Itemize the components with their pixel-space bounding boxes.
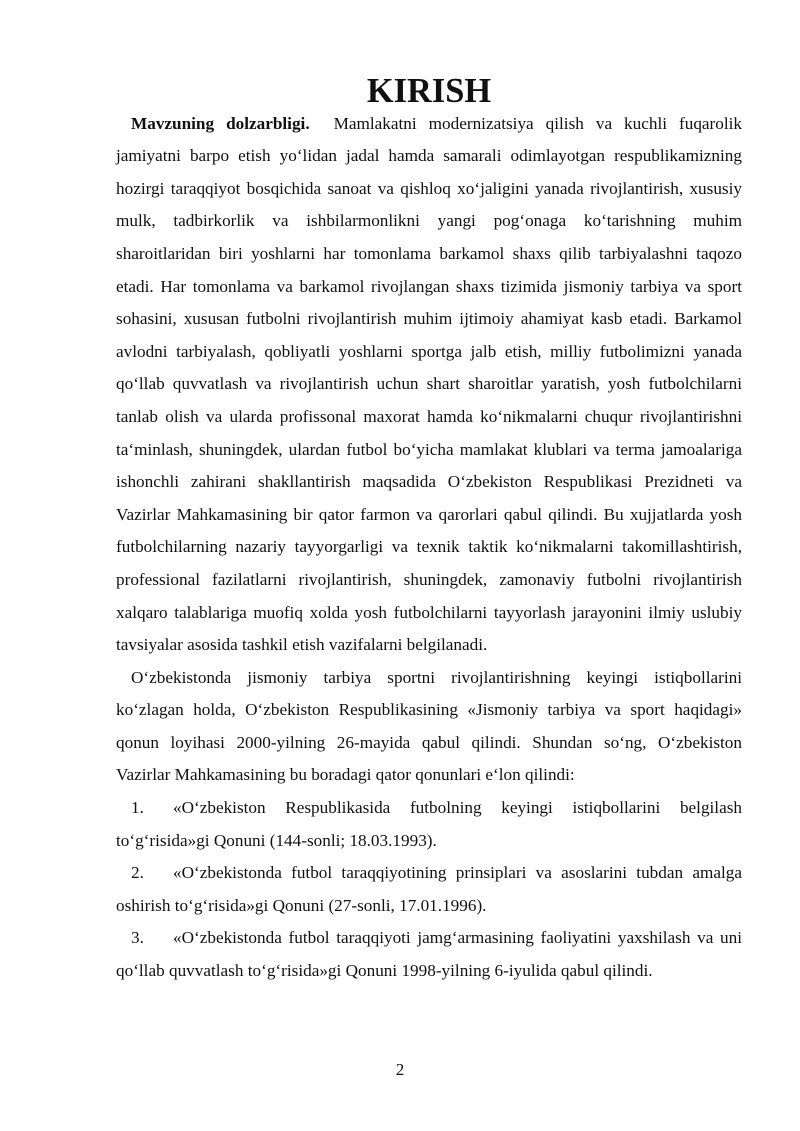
paragraph-relevance xyxy=(116,108,742,662)
list-item xyxy=(116,922,742,987)
list-item-number: 3. xyxy=(131,928,144,948)
list-item xyxy=(116,857,742,922)
paragraph-lead: Mavzuning dolzarbligi. xyxy=(131,113,310,133)
list-item-number: 2. xyxy=(131,863,144,883)
document-title: KIRISH xyxy=(366,72,492,110)
paragraph-text: Mamlakatni modernizatsiya qilish va kuchli fuqarolik jamiyatni barpo etish yo‘lidan jadal hamda samarali odimlayotgan respublikamizning hozirgi taraqqiyot bosqichida sanoat va qishloq xo‘jaligini yanada rivojlantirish, xususiy mulk, tadbirkorlik va ishbilarmonlikni yangi pog‘onaga ko‘tarishning muhim sharoitlaridan biri yoshlarni har tomonlama barkamol shaxs qilib tarbiyalashni taqozo etadi. Har tomonlama va barkamol rivojlangan shaxs tizimida jismoniy tarbiya va sport sohasini, xususan futbolni rivojlantirish muhim ijtimoiy ahamiyat kasb etadi. Barkamol avlodni tarbiyalash, qobliyatli yoshlarni sportga jalb etish, milliy futbolimizni yanada qo‘llab quvvatlash va rivojlantirish uchun shart sharoitlar yaratish, yosh futbolchilarni tanlab olish va ularda profissonal maxorat hamda ko‘nikmalarni chuqur rivojlantirishni ta‘minlash, shuningdek, ulardan futbol bo‘yicha mamlakat klublari va terma jamoalariga ishonchli zahirani shakllantirish maqsadida O‘zbekiston Respublikasi Prezidneti va Vazirlar Mahkamasining bir qator farmon va qarorlari qabul qilindi. Bu xujjatlarda yosh futbolchilarning nazariy tayyorgarligi va texnik taktik ko‘nikmalarni takomillashtirish, professional fazilatlarni rivojlantirish, shuningdek, zamonaviy futbolni rivojlantirish xalqaro talablariga muofiq xolda yosh futbolchilarni tayyorlash jarayonini ilmiy uslubiy tavsiyalar asosida tashkil etish vazifalarni belgilanadi. xyxy=(116,113,743,655)
page-number: 2 xyxy=(395,1060,405,1079)
document-page xyxy=(116,72,743,988)
list-item-text: «O‘zbekistonda futbol taraqqiyoti jamg‘armasining faoliyatini yaxshilash va uni qo‘llab quvvatlash to‘g‘risida»gi Qonuni 1998-yilning 6-iyulida qabul qilindi. xyxy=(116,928,742,981)
paragraph-laws-intro: O‘zbekistonda jismoniy tarbiya sportni rivojlantirishning keyingi istiqbollarini ko‘zlagan holda, O‘zbekiston Respublikasining «Jismoniy tarbiya va sport haqidagi» qonun loyihasi 2000-yilning 26-mayida qabul qilindi. Shundan so‘ng, O‘zbekiston Vazirlar Mahkamasining bu boradagi qator qonunlari e‘lon qilindi: xyxy=(116,667,742,785)
list-item-text: «O‘zbekistonda futbol taraqqiyotining prinsiplari va asoslarini tubdan amalga oshirish to‘g‘risida»gi Qonuni (27-sonli, 17.01.1996). xyxy=(116,863,742,915)
list-item xyxy=(116,792,742,857)
list-item-number: 1. xyxy=(131,798,144,818)
list-item-text: «O‘zbekiston Respublikasida futbolning keyingi istiqbollarini belgilash to‘g‘risida»gi Qonuni (144-sonli; 18.03.1993). xyxy=(116,798,742,850)
